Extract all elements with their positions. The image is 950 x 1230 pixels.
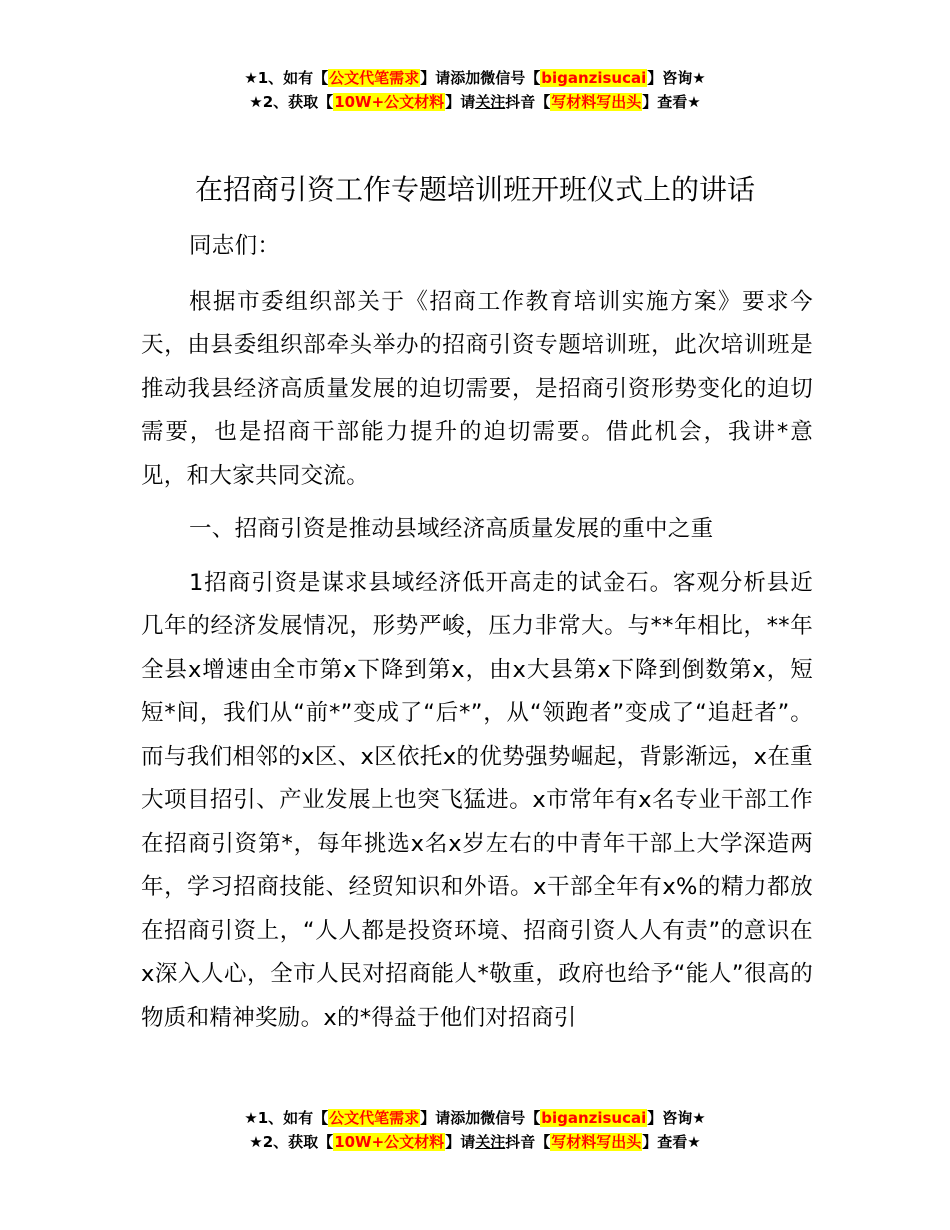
highlight-ghostwriting: 公文代笔需求 [329,69,420,87]
highlight-wechat-id: biganzisucai [541,1109,647,1127]
footer-banner-line-2: ★2、获取【10W+公文材料】请关注抖音【写材料写出头】查看★ [249,1133,701,1151]
highlight-materials: 10W+公文材料 [334,1133,445,1151]
highlight-wechat-id: biganzisucai [541,69,647,87]
header-banner-line-2: ★2、获取【10W+公文材料】请关注抖音【写材料写出头】查看★ [249,93,701,111]
footer-banner-line-1: ★1、如有【公文代笔需求】请添加微信号【biganzisucai】咨询★ [244,1109,706,1127]
footer-banner [0,1106,950,1154]
header-banner-line-1: ★1、如有【公文代笔需求】请添加微信号【biganzisucai】咨询★ [244,69,706,87]
document-body [141,225,813,1050]
paragraph-1: 1招商引资是谋求县域经济低开高走的试金石。客观分析县近几年的经济发展情况，形势严峻，压力非常大。与**年相比，**年全县x增速由全市第x下降到第x，由x大县第x下降到倒数第x，短短*间，我们从“前*”变成了“后*”，从“领跑者”变成了“追赶者”。而与我们相邻的x区、x区依托x的优势强势崛起，背影渐远，x在重大项目招引、产业发展上也突飞猛进。x市常年有x名专业干部工作在招商引资第*，每年挑选x名x岁左右的中青年干部上大学深造两年，学习招商技能、经贸知识和外语。x干部全年有x%的精力都放在招商引资上，“人人都是投资环境、招商引资人人有责”的意识在x深入人心，全市人民对招商能人*敬重，政府也给予“能人”很高的物质和精神奖励。x的*得益于他们对招商引 [141,569,813,1031]
section-heading-1: 一、招商引资是推动县域经济高质量发展的重中之重 [189,516,714,542]
highlight-ghostwriting: 公文代笔需求 [329,1109,420,1127]
highlight-douyin-account: 写材料写出头 [551,93,642,111]
highlight-douyin-account: 写材料写出头 [551,1133,642,1151]
underlined-follow: 关注 [475,93,506,111]
underlined-follow: 关注 [475,1133,506,1151]
document-title: 在招商引资工作专题培训班开班仪式上的讲话 [194,173,755,206]
header-banner [0,66,950,114]
intro-paragraph: 根据市委组织部关于《招商工作教育培训实施方案》要求今天，由县委组织部牵头举办的招商引资专题培训班，此次培训班是推动我县经济高质量发展的迫切需要，是招商引资形势变化的迫切需要，也是招商干部能力提升的迫切需要。借此机会，我讲*意见，和大家共同交流。 [141,288,813,489]
highlight-materials: 10W+公文材料 [334,93,445,111]
greeting: 同志们： [189,233,281,259]
